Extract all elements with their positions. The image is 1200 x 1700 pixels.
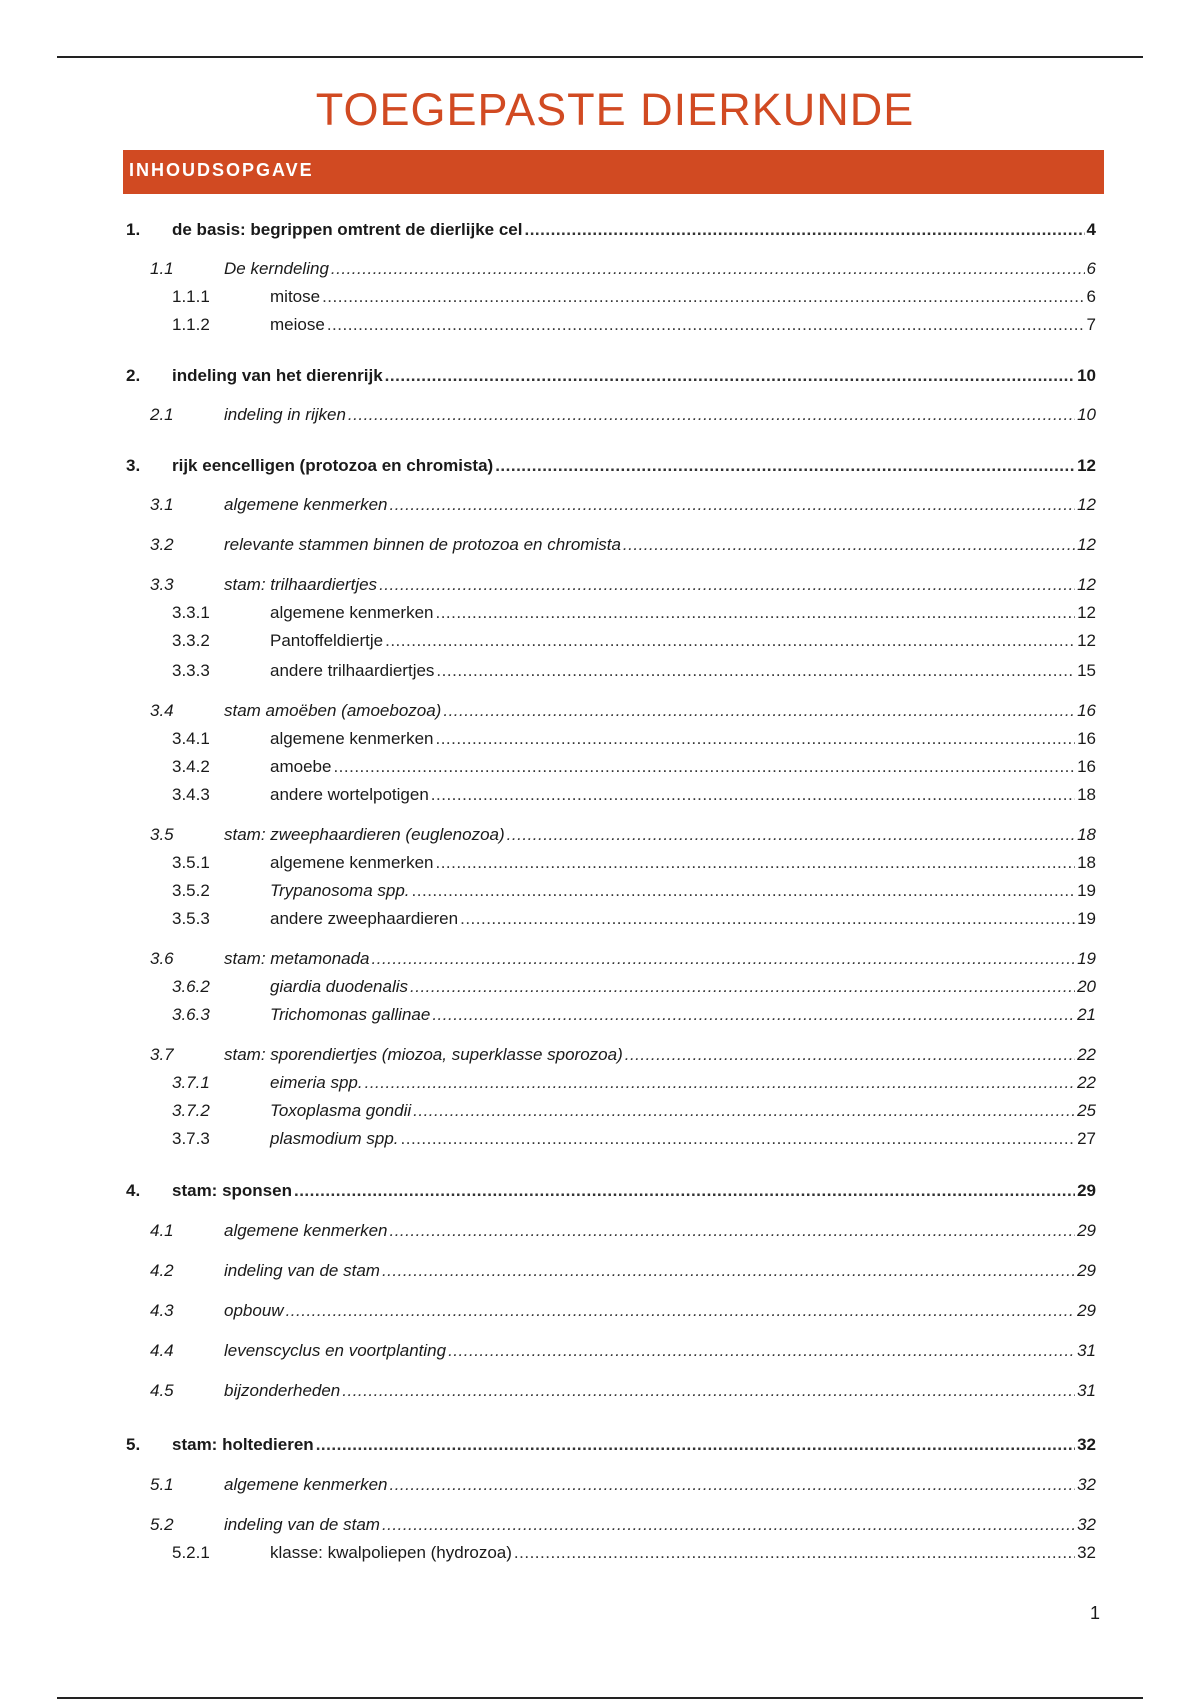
toc-dot-leader: [507, 823, 1075, 847]
toc-entry-number: 4.4: [150, 1341, 174, 1360]
toc-dot-leader: [342, 1379, 1075, 1403]
toc-entry-title: Toxoplasma gondii: [270, 1101, 412, 1120]
toc-entry-page: 6: [1086, 287, 1096, 306]
toc-dot-leader: [625, 1043, 1075, 1067]
toc-entry-title: algemene kenmerken: [224, 495, 388, 514]
toc-entry-number: 4.: [126, 1181, 141, 1200]
toc-entry-title: algemene kenmerken: [270, 603, 434, 622]
toc-entry-number: 1.: [126, 220, 141, 239]
toc-entry[interactable]: [126, 783, 1096, 807]
toc-entry[interactable]: [126, 493, 1096, 517]
toc-entry-page: 22: [1077, 1073, 1096, 1092]
toc-dot-leader: [331, 257, 1085, 281]
toc-entry-title: klasse: kwalpoliepen (hydrozoa): [270, 1543, 512, 1562]
toc-entry-title: algemene kenmerken: [270, 729, 434, 748]
toc-entry-title: giardia duodenalis: [270, 977, 408, 996]
toc-entry-number: 3.5.3: [172, 909, 210, 928]
toc-entry-number: 3.: [126, 456, 141, 475]
toc-entry[interactable]: [126, 1219, 1096, 1243]
toc-entry-page: 29: [1077, 1221, 1096, 1240]
toc-entry-page: 10: [1077, 405, 1096, 424]
toc-entry-number: 3.4: [150, 701, 174, 720]
toc-entry-number: 3.4.1: [172, 729, 210, 748]
toc-entry-title: indeling in rijken: [224, 405, 346, 424]
toc-entry[interactable]: [126, 1179, 1096, 1203]
toc-dot-leader: [401, 1127, 1076, 1151]
toc-entry[interactable]: [126, 879, 1096, 903]
toc-entry-title: de basis: begrippen omtrent de dierlijke cel: [172, 220, 523, 239]
toc-entry-page: 18: [1077, 825, 1096, 844]
toc-entry-page: 29: [1077, 1181, 1096, 1200]
toc-entry[interactable]: [126, 1127, 1096, 1151]
toc-entry-number: 3.3.3: [172, 661, 210, 680]
toc-entry[interactable]: [126, 601, 1096, 625]
toc-dot-leader: [460, 907, 1075, 931]
toc-entry-page: 29: [1077, 1301, 1096, 1320]
toc-entry[interactable]: [126, 1513, 1096, 1537]
toc-entry[interactable]: [126, 1071, 1096, 1095]
toc-entry-page: 25: [1077, 1101, 1096, 1120]
toc-entry-page: 12: [1077, 495, 1096, 514]
toc-entry-number: 3.7.3: [172, 1129, 210, 1148]
toc-entry-number: 3.6.2: [172, 977, 210, 996]
toc-entry-number: 3.5.1: [172, 853, 210, 872]
toc-dot-leader: [333, 755, 1075, 779]
toc-entry-number: 1.1.2: [172, 315, 210, 334]
toc-entry-title: bijzonderheden: [224, 1381, 341, 1400]
toc-entry-number: 5.1: [150, 1475, 174, 1494]
toc-entry-number: 3.2: [150, 535, 174, 554]
toc-entry[interactable]: [126, 907, 1096, 931]
toc-entry-page: 16: [1077, 701, 1096, 720]
toc-entry-title: Pantoffeldiertje: [270, 631, 384, 650]
toc-entry[interactable]: [126, 1003, 1096, 1027]
toc-entry-page: 32: [1077, 1435, 1096, 1454]
toc-entry-number: 3.4.3: [172, 785, 210, 804]
toc-dot-leader: [495, 454, 1075, 478]
toc-entry-page: 12: [1077, 631, 1096, 650]
toc-entry-title: eimeria spp.: [270, 1073, 363, 1092]
toc-dot-leader: [412, 879, 1076, 903]
toc-entry[interactable]: [126, 1541, 1096, 1565]
toc-entry-title: indeling van de stam: [224, 1515, 380, 1534]
toc-entry[interactable]: [126, 403, 1096, 427]
toc-entry-number: 2.1: [150, 405, 174, 424]
toc-dot-leader: [435, 601, 1075, 625]
toc-dot-leader: [432, 1003, 1075, 1027]
toc-entry-number: 1.1: [150, 259, 174, 278]
toc-entry-page: 19: [1077, 909, 1096, 928]
toc-entry[interactable]: [126, 1379, 1096, 1403]
toc-entry-title: levenscyclus en voortplanting: [224, 1341, 447, 1360]
toc-entry-title: indeling van de stam: [224, 1261, 380, 1280]
toc-dot-leader: [410, 975, 1075, 999]
toc-entry-number: 3.1: [150, 495, 174, 514]
toc-entry-title: andere trilhaardiertjes: [270, 661, 435, 680]
toc-entry-page: 18: [1077, 853, 1096, 872]
toc-dot-leader: [524, 218, 1084, 242]
toc-entry-page: 32: [1077, 1515, 1096, 1534]
toc-entry-number: 3.4.2: [172, 757, 210, 776]
toc-entry[interactable]: [126, 533, 1096, 557]
toc-entry-page: 32: [1077, 1543, 1096, 1562]
toc-entry-title: algemene kenmerken: [224, 1475, 388, 1494]
toc-entry[interactable]: [126, 257, 1096, 281]
toc-entry-page: 31: [1077, 1341, 1096, 1360]
toc-entry-number: 5.2.1: [172, 1543, 210, 1562]
toc-entry-title: andere wortelpotigen: [270, 785, 429, 804]
toc-dot-leader: [327, 313, 1085, 337]
toc-entry-page: 12: [1077, 575, 1096, 594]
document-title: TOEGEPASTE DIERKUNDE: [315, 84, 915, 135]
toc-entry-title: stam amoëben (amoebozoa): [224, 701, 442, 720]
toc-dot-leader: [382, 1259, 1075, 1283]
toc-dot-leader: [413, 1099, 1075, 1123]
toc-entry-number: 3.6: [150, 949, 174, 968]
toc-dot-leader: [514, 1541, 1075, 1565]
toc-entry[interactable]: [126, 1259, 1096, 1283]
toc-entry-title: rijk eencelligen (protozoa en chromista): [172, 456, 494, 475]
toc-entry-page: 15: [1077, 661, 1096, 680]
toc-entry-page: 19: [1077, 881, 1096, 900]
toc-entry-number: 3.3.2: [172, 631, 210, 650]
toc-entry-page: 7: [1086, 315, 1096, 334]
toc-entry[interactable]: [126, 313, 1096, 337]
toc-entry-title: stam: sporendiertjes (miozoa, superklasse sporozoa): [224, 1045, 623, 1064]
toc-entry-title: Trichomonas gallinae: [270, 1005, 431, 1024]
toc-entry[interactable]: [126, 454, 1096, 478]
toc-dot-leader: [379, 573, 1075, 597]
toc-entry-page: 21: [1077, 1005, 1096, 1024]
toc-entry-page: 29: [1077, 1261, 1096, 1280]
toc-dot-leader: [436, 659, 1075, 683]
toc-entry-title: De kerndeling: [224, 259, 329, 278]
toc-dot-leader: [385, 364, 1075, 388]
toc-entry-title: opbouw: [224, 1301, 284, 1320]
toc-entry-number: 1.1.1: [172, 287, 210, 306]
toc-entry[interactable]: [126, 1099, 1096, 1123]
toc-entry-number: 4.5: [150, 1381, 174, 1400]
toc-entry-number: 4.1: [150, 1221, 174, 1240]
toc-dot-leader: [316, 1433, 1075, 1457]
toc-entry-number: 2.: [126, 366, 141, 385]
toc-entry[interactable]: [126, 1433, 1096, 1457]
toc-dot-leader: [389, 1473, 1075, 1497]
toc-dot-leader: [448, 1339, 1075, 1363]
toc-entry-title: stam: zweephaardieren (euglenozoa): [224, 825, 505, 844]
toc-entry-page: 20: [1077, 977, 1096, 996]
toc-entry-page: 19: [1077, 949, 1096, 968]
toc-entry-number: 3.7: [150, 1045, 174, 1064]
toc-entry-title: stam: trilhaardiertjes: [224, 575, 378, 594]
toc-entry-title: meiose: [270, 315, 325, 334]
page-number: 1: [1089, 1603, 1100, 1623]
toc-entry[interactable]: [126, 727, 1096, 751]
toc-entry-number: 3.5: [150, 825, 174, 844]
toc-entry-number: 3.5.2: [172, 881, 210, 900]
toc-entry[interactable]: [126, 947, 1096, 971]
toc-dot-leader: [389, 1219, 1075, 1243]
toc-entry-page: 27: [1077, 1129, 1096, 1148]
toc-entry-page: 22: [1077, 1045, 1096, 1064]
toc-dot-leader: [389, 493, 1075, 517]
toc-entry-number: 4.3: [150, 1301, 174, 1320]
toc-entry-title: algemene kenmerken: [270, 853, 434, 872]
toc-dot-leader: [435, 727, 1075, 751]
toc-dot-leader: [322, 285, 1084, 309]
toc-dot-leader: [431, 783, 1075, 807]
toc-entry-page: 12: [1077, 535, 1096, 554]
bottom-rule: [57, 1697, 1143, 1699]
toc-entry[interactable]: [126, 659, 1096, 683]
toc-entry-page: 16: [1077, 757, 1096, 776]
toc-entry-page: 10: [1077, 366, 1096, 385]
toc-entry-page: 16: [1077, 729, 1096, 748]
toc-entry[interactable]: [126, 1339, 1096, 1363]
toc-entry-title: stam: holtedieren: [172, 1435, 314, 1454]
toc-entry-title: Trypanosoma spp.: [270, 881, 410, 900]
toc-entry-page: 32: [1077, 1475, 1096, 1494]
toc-dot-leader: [385, 629, 1075, 653]
toc-entry-page: 31: [1077, 1381, 1096, 1400]
toc-entry-number: 3.6.3: [172, 1005, 210, 1024]
toc-dot-leader: [286, 1299, 1076, 1323]
toc-entry-number: 3.3: [150, 575, 174, 594]
toc-entry[interactable]: [126, 975, 1096, 999]
toc-dot-leader: [435, 851, 1075, 875]
toc-entry-number: 3.3.1: [172, 603, 210, 622]
toc-entry[interactable]: [126, 755, 1096, 779]
toc-dot-leader: [348, 403, 1075, 427]
toc-entry-page: 12: [1077, 603, 1096, 622]
toc-entry-page: 12: [1077, 456, 1096, 475]
toc-entry-title: andere zweephaardieren: [270, 909, 459, 928]
toc-entry-number: 5.2: [150, 1515, 174, 1534]
toc-entry-title: amoebe: [270, 757, 332, 776]
toc-entry[interactable]: [126, 1043, 1096, 1067]
toc-heading: INHOUDSOPGAVE: [129, 160, 314, 180]
toc-entry-number: 4.2: [150, 1261, 174, 1280]
toc-dot-leader: [443, 699, 1075, 723]
toc-entry[interactable]: [126, 851, 1096, 875]
toc-entry-number: 5.: [126, 1435, 141, 1454]
toc-entry[interactable]: [126, 573, 1096, 597]
toc-dot-leader: [365, 1071, 1075, 1095]
toc-dot-leader: [294, 1179, 1075, 1203]
toc-entry-title: algemene kenmerken: [224, 1221, 388, 1240]
toc-entry-title: stam: metamonada: [224, 949, 370, 968]
toc-dot-leader: [372, 947, 1076, 971]
toc-dot-leader: [382, 1513, 1075, 1537]
toc-entry[interactable]: [126, 699, 1096, 723]
toc-entry-page: 18: [1077, 785, 1096, 804]
toc-entry[interactable]: [126, 364, 1096, 388]
toc-entry-title: plasmodium spp.: [270, 1129, 399, 1148]
toc-dot-leader: [623, 533, 1075, 557]
toc-entry[interactable]: [126, 823, 1096, 847]
toc-entry-title: indeling van het dierenrijk: [172, 366, 383, 385]
toc-entry[interactable]: [126, 285, 1096, 309]
toc-entry-page: 4: [1086, 220, 1096, 239]
toc-entry-title: relevante stammen binnen de protozoa en chromista: [224, 535, 621, 554]
toc-entry-number: 3.7.2: [172, 1101, 210, 1120]
toc-entry[interactable]: [126, 629, 1096, 653]
toc-entry-title: mitose: [270, 287, 321, 306]
toc-entry-title: stam: sponsen: [172, 1181, 292, 1200]
toc-entry[interactable]: [126, 1299, 1096, 1323]
toc-entry[interactable]: [126, 218, 1096, 242]
toc-entry-page: 6: [1086, 259, 1096, 278]
toc-entry[interactable]: [126, 1473, 1096, 1497]
toc-entry-number: 3.7.1: [172, 1073, 210, 1092]
